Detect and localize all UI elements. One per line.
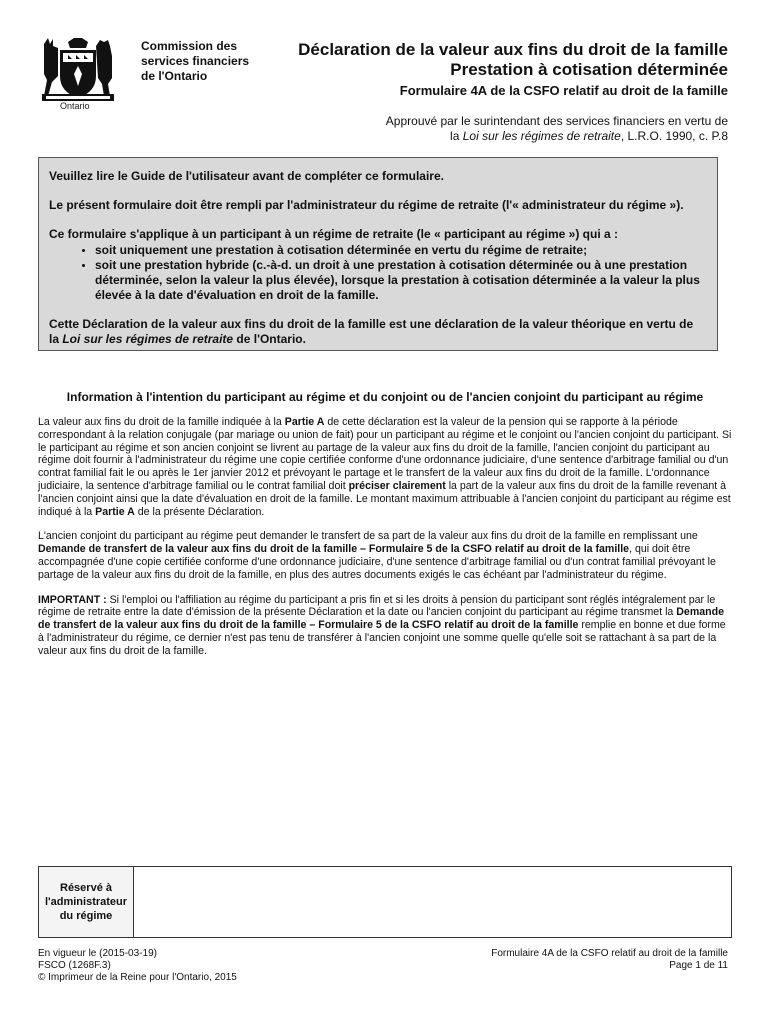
instruction-theoretical-value [49, 317, 705, 347]
footer-form-name: Formulaire 4A de la CSFO relatif au droit de la famille [491, 948, 728, 959]
reserved-box [38, 866, 732, 938]
applicability-item: • soit uniquement une prestation à cotisation déterminée en vertu du régime de retraite; [95, 243, 705, 258]
text-run: Partie A [284, 416, 325, 428]
text-run: préciser clairement [348, 479, 446, 492]
reserved-field[interactable] [134, 867, 731, 937]
instruction-applies-to: Ce formulaire s'applique à un participant à un régime de retraite (le « participant au régime ») qui a : [49, 227, 618, 241]
approval-line-2 [386, 129, 728, 144]
effective-date: En vigueur le (2015-03-19) [38, 948, 157, 959]
info-body [38, 416, 733, 670]
form-code: FSCO (1268F.3) [38, 960, 111, 971]
text-run: Partie A [95, 505, 135, 518]
instruction-read-guide: Veuillez lire le Guide de l'utilisateur avant de compléter ce formulaire. [49, 169, 444, 183]
form-number: Formulaire 4A de la CSFO relatif au droit de la famille [399, 83, 728, 98]
approval-line-1: Approuvé par le surintendant des services financiers en vertu de [385, 114, 728, 128]
info-heading: Information à l'intention du participant au régime et du conjoint ou de l'ancien conjoint du participant au régime [66, 390, 704, 404]
theoretical-value-prefix: Cette Déclaration de la valeur aux fins du droit de la famille est une déclaration de la valeur théorique en vertu de la [49, 317, 694, 346]
applicability-list [49, 243, 705, 303]
form-title: Déclaration de la valeur aux fins du droit de la famille [298, 40, 728, 59]
info-paragraph-value [38, 416, 733, 518]
approval-suffix: , L.R.O. 1990, c. P.8 [620, 129, 728, 143]
approval-statement [386, 114, 728, 144]
text-run: IMPORTANT : [38, 593, 107, 606]
form-subtitle: Prestation à cotisation déterminée [450, 60, 728, 79]
commission-name: Commission des services financiers de l'Ontario [141, 39, 250, 83]
text-run: Demande de transfert de la valeur aux fins du droit de la famille – Formulaire 5 de la CSFO relatif au droit de la famille [38, 543, 630, 556]
text-run: remplie en bonne et due forme à l'administrateur du régime, ce dernier n'est pas tenu de transférer à l'ancien conjoint une somme quelle qu'elle soit se rattachant à sa part de la valeur aux fins du droit de la famille. [38, 619, 726, 657]
text-run: Si l'emploi ou l'affiliation au régime du participant a pris fin et si les droits à pension du participant sont réglés intégralement par le régime de retraite entre la date d'émission de la présente Déclaration et la date ou l'ancien conjoint du participant au régime transmet la [38, 593, 716, 619]
reserved-label: Réservé à l'administrateur du régime [39, 867, 134, 937]
footer-left [38, 948, 237, 984]
text-run: La valeur aux fins du droit de la famille indiquée à la [38, 416, 285, 428]
ontario-coat-of-arms-icon [38, 36, 118, 108]
text-run: Demande de transfert de la valeur aux fins du droit de la famille – Formulaire 5 de la CSFO relatif au droit de la famille [38, 606, 724, 632]
text-run: de cette déclaration est la valeur de la pension qui se rapporte à la période correspondant à la relation conjugale (par mariage ou union de fait) pour un participant au régime et le conjoint ou l'ancien conjoint du participant. Si le participant au régime et son ancien conjoint se livrent au partage de la valeur aux fins du droit de la famille, l'ancien conjoint du participant au régime doit fournir à l'administrateur du régime une copie certifiée conforme d'une ordonnance judiciaire, d'une sentence d'arbitrage familial ou d'un contrat familial fait le ou après le 1er janvier 2012 et prévoyant le partage et le transfert de la valeur aux fins du droit de la famille. L'ordonnance judiciaire, la sentence d'arbitrage familial ou le contrat familial doit [38, 416, 732, 492]
theoretical-value-law: Loi sur les régimes de retraite [62, 332, 234, 346]
info-paragraph-transfer [38, 530, 733, 581]
approval-prefix: la [450, 129, 463, 143]
copyright: © Imprimeur de la Reine pour l'Ontario, 2015 [38, 972, 237, 983]
info-paragraph-important [38, 594, 733, 658]
instruction-filled-by: Le présent formulaire doit être rempli par l'administrateur du régime de retraite (l'« administrateur du régime »). [49, 198, 684, 212]
form-title-block [298, 40, 728, 100]
theoretical-value-suffix: de l'Ontario. [233, 332, 306, 346]
footer-right [491, 948, 728, 972]
applicability-item: • soit une prestation hybride (c.-à-d. un droit à une prestation à cotisation déterminée ou à une prestation déterminée, selon la valeur la plus élevée), lorsque la prestation à cotisation déterminée a la valeur la plus élevée à la date d'évaluation en droit de la famille. [95, 258, 705, 303]
text-run: L'ancien conjoint du participant au régime peut demander le transfert de sa part de la valeur aux fins du droit de la famille en remplissant une [38, 530, 698, 543]
text-run: de la présente Déclaration. [134, 505, 265, 518]
instructions-box [38, 157, 718, 351]
page-number: Page 1 de 11 [669, 960, 728, 971]
approval-law-name: Loi sur les régimes de retraite [462, 129, 621, 143]
text-run: , qui doit être accompagnée d'une copie certifiée conforme d'une ordonnance judiciaire, d'une sentence d'arbitrage familial ou d'un contrat familial prévoyant le partage de la valeur aux fins du droit de la famille, en plus des autres documents exigés le cas échéant par l'administrateur du régime. [38, 543, 716, 581]
ontario-wordmark: Ontario [60, 101, 90, 111]
text-run: la part de la valeur aux fins du droit de la famille revenant à l'ancien conjoint ainsi que la date d'évaluation en droit de la famille. Le montant maximum attribuable à l'ancien conjoint du participant au régime est indiqué à la [38, 479, 731, 518]
